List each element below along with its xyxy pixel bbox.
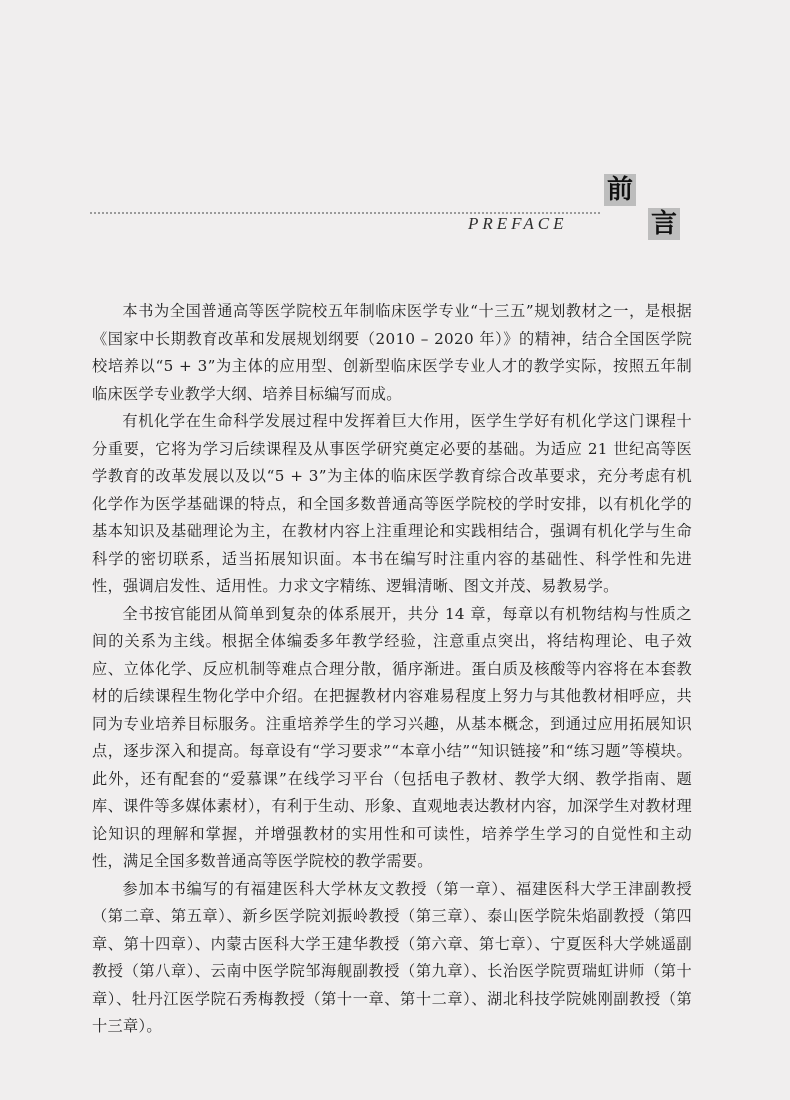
paragraph-2: 有机化学在生命科学发展过程中发挥着巨大作用，医学生学好有机化学这门课程十分重要，它将为学习后续课程及从事医学研究奠定必要的基础。为适应 21 世纪高等医学教育的改革发展以及以“5 + 3”为主体的临床医学教育综合改革要求，充分考虑有机化学作为医学基础课的特点，和全国多数普通高等医学院校的学时安排，以有机化学的基本知识及基础理论为主，在教材内容上注重理论和实践相结合，强调有机化学与生命科学的密切联系，适当拓展知识面。本书在编写时注重内容的基础性、科学性和先进性，强调启发性、适用性。力求文字精练、逻辑清晰、图文并茂、易教易学。 bbox=[92, 412, 692, 595]
body-text bbox=[92, 298, 692, 1041]
paragraph-3: 全书按官能团从简单到复杂的体系展开，共分 14 章，每章以有机物结构与性质之间的关系为主线。根据全体编委多年教学经验，注意重点突出，将结构理论、电子效应、立体化学、反应机制等难点合理分散，循序渐进。蛋白质及核酸等内容将在本套教材的后续课程生物化学中介绍。在把握教材内容难易程度上努力与其他教材相呼应，共同为专业培养目标服务。注重培养学生的学习兴趣，从基本概念，到通过应用拓展知识点，逐步深入和提高。每章设有“学习要求”“本章小结”“知识链接”和“练习题”等模块。此外，还有配套的“爱慕课”在线学习平台（包括电子教材、教学大纲、教学指南、题库、课件等多媒体素材），有利于生动、形象、直观地表达教材内容，加深学生对教材理论知识的理解和掌握，并增强教材的实用性和可读性，培养学生学习的自觉性和主动性，满足全国多数普通高等医学院校的教学需要。 bbox=[92, 604, 692, 870]
preface-title bbox=[604, 170, 684, 240]
title-char-1: 前 bbox=[604, 174, 636, 206]
title-char-2: 言 bbox=[648, 208, 680, 240]
preface-english-title: PREFACE bbox=[468, 214, 568, 233]
paragraph-1: 本书为全国普通高等医学院校五年制临床医学专业“十三五”规划教材之一，是根据《国家中长期教育改革和发展规划纲要（2010 – 2020 年）》的精神，结合全国医学院校培养以“5 + 3”为主体的应用型、创新型临床医学专业人才的教学实际，按照五年制临床医学专业教学大纲、培养目标编写而成。 bbox=[92, 302, 692, 403]
paragraph-4: 参加本书编写的有福建医科大学林友文教授（第一章）、福建医科大学王津副教授（第二章、第五章）、新乡医学院刘振岭教授（第三章）、泰山医学院朱焰副教授（第四章、第十四章）、内蒙古医科大学王建华教授（第六章、第七章）、宁夏医科大学姚遥副教授（第八章）、云南中医学院邹海舰副教授（第九章）、长治医学院贾瑞虹讲师（第十章）、牡丹江医学院石秀梅教授（第十一章、第十二章）、湖北科技学院姚刚副教授（第十三章）。 bbox=[92, 879, 692, 1035]
